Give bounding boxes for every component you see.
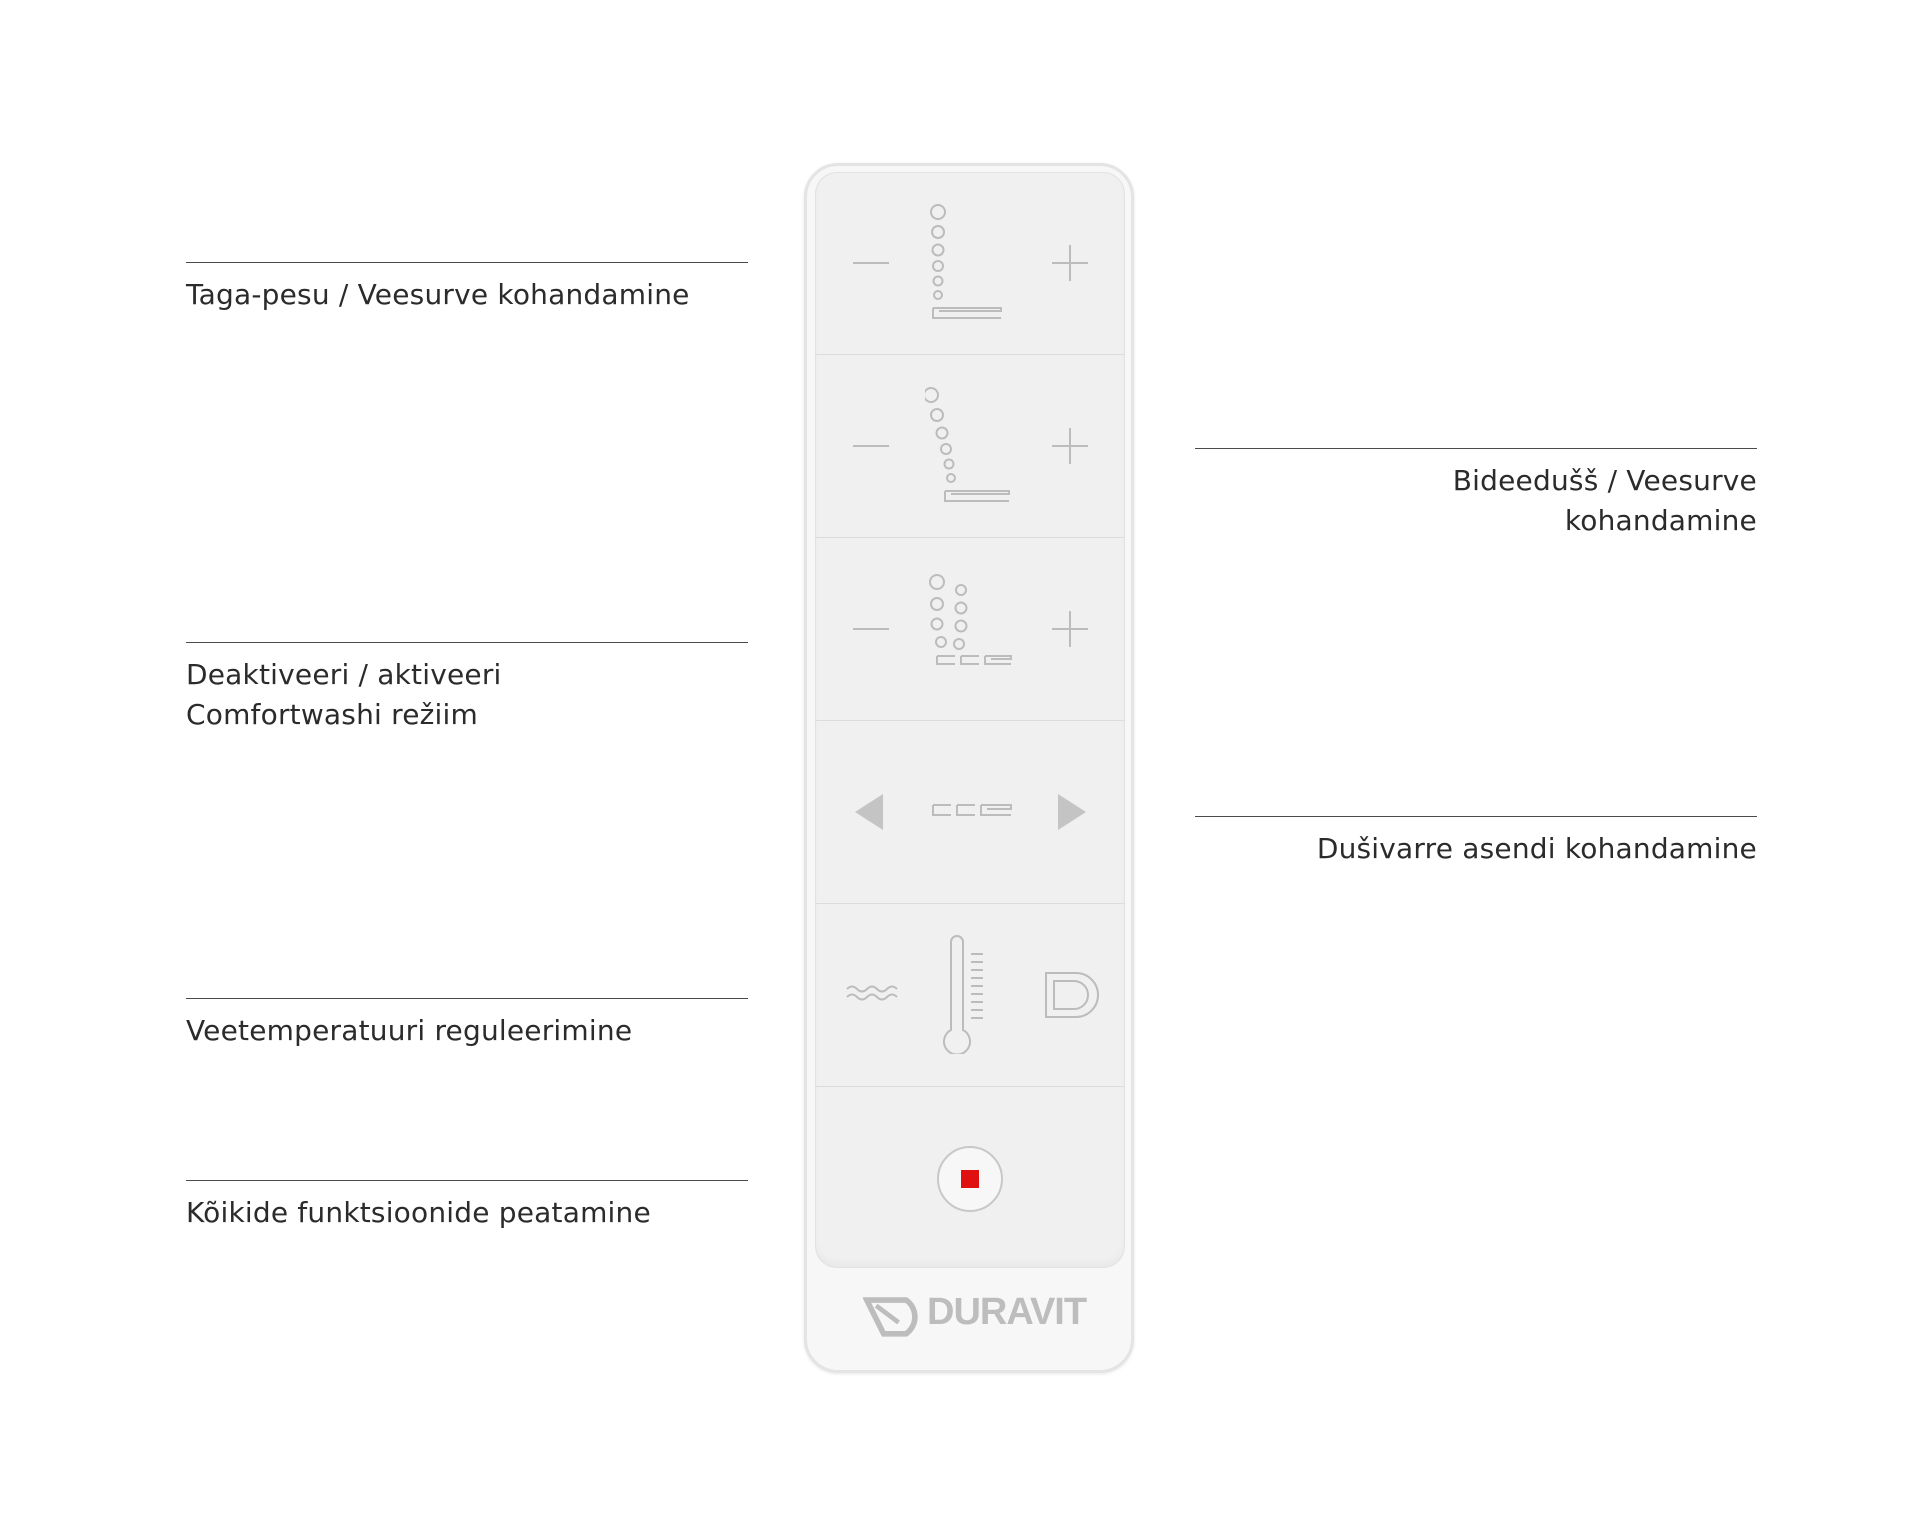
comfortwash-icon xyxy=(925,568,1015,688)
minus-icon xyxy=(841,416,901,476)
arrow-right-icon xyxy=(1040,782,1100,842)
arm-position-indicator xyxy=(925,751,1015,871)
callout-label xyxy=(1195,461,1757,541)
row-temperature xyxy=(815,904,1125,1087)
callout-label-line: Bideedušš / Veesurve xyxy=(1452,464,1757,497)
row-stop xyxy=(815,1087,1125,1270)
leader-line xyxy=(186,1180,748,1181)
callout-label-line: Deaktiveeri / aktiveeri xyxy=(186,658,502,691)
comfortwash-minus-button[interactable] xyxy=(841,599,901,659)
leader-line xyxy=(1195,816,1757,817)
rear-wash-button[interactable] xyxy=(925,202,1015,322)
plus-icon xyxy=(1040,233,1100,293)
arm-position-right-button[interactable] xyxy=(1040,782,1100,842)
temperature-indicator xyxy=(925,934,1015,1054)
thermometer-icon xyxy=(925,934,1015,1054)
duravit-logo xyxy=(863,1283,1087,1347)
minus-icon xyxy=(841,599,901,659)
comfortwash-toggle-button[interactable] xyxy=(925,568,1015,688)
bidet-pressure-plus-button[interactable] xyxy=(1040,416,1100,476)
callout-rear-wash xyxy=(186,262,748,315)
plus-icon xyxy=(1040,416,1100,476)
seat-temperature-button[interactable] xyxy=(1040,965,1100,1025)
callout-bidet xyxy=(1195,448,1757,541)
leader-line xyxy=(1195,448,1757,449)
leader-line xyxy=(186,998,748,999)
minus-icon xyxy=(841,233,901,293)
stop-button[interactable] xyxy=(935,1144,1005,1214)
row-bidet xyxy=(815,355,1125,538)
row-comfortwash xyxy=(815,538,1125,721)
callout-arm-position xyxy=(1195,816,1757,869)
water-waves-icon xyxy=(841,965,901,1025)
callout-label-line: kohandamine xyxy=(1564,504,1757,537)
callout-label: Taga-pesu / Veesurve kohandamine xyxy=(186,278,690,311)
button-panel xyxy=(815,172,1125,1268)
toilet-seat-icon xyxy=(1040,965,1100,1025)
row-rear-wash xyxy=(815,172,1125,355)
arrow-left-icon xyxy=(841,782,901,842)
callout-label-line: Comfortwashi režiim xyxy=(186,698,478,731)
rear-pressure-minus-button[interactable] xyxy=(841,233,901,293)
stop-icon xyxy=(935,1144,1005,1214)
nozzle-position-icon xyxy=(925,751,1015,871)
callout-stop-all xyxy=(186,1180,748,1233)
brand-logo-icon xyxy=(863,1285,923,1345)
bidet-button[interactable] xyxy=(925,385,1015,505)
callout-label: Dušivarre asendi kohandamine xyxy=(1316,832,1757,865)
callout-label: Veetemperatuuri reguleerimine xyxy=(186,1014,633,1047)
arm-position-left-button[interactable] xyxy=(841,782,901,842)
callout-label: Kõikide funktsioonide peatamine xyxy=(186,1196,651,1229)
rear-wash-icon xyxy=(925,202,1015,322)
row-arm-position xyxy=(815,721,1125,904)
plus-icon xyxy=(1040,599,1100,659)
callout-label xyxy=(186,655,748,735)
bidet-icon xyxy=(925,385,1015,505)
brand-name: DURAVIT xyxy=(927,1291,1087,1333)
comfortwash-plus-button[interactable] xyxy=(1040,599,1100,659)
callout-water-temp xyxy=(186,998,748,1051)
remote-control xyxy=(804,163,1134,1373)
bidet-pressure-minus-button[interactable] xyxy=(841,416,901,476)
rear-pressure-plus-button[interactable] xyxy=(1040,233,1100,293)
leader-line xyxy=(186,642,748,643)
leader-line xyxy=(186,262,748,263)
water-temperature-button[interactable] xyxy=(841,965,901,1025)
callout-comfortwash xyxy=(186,642,748,735)
